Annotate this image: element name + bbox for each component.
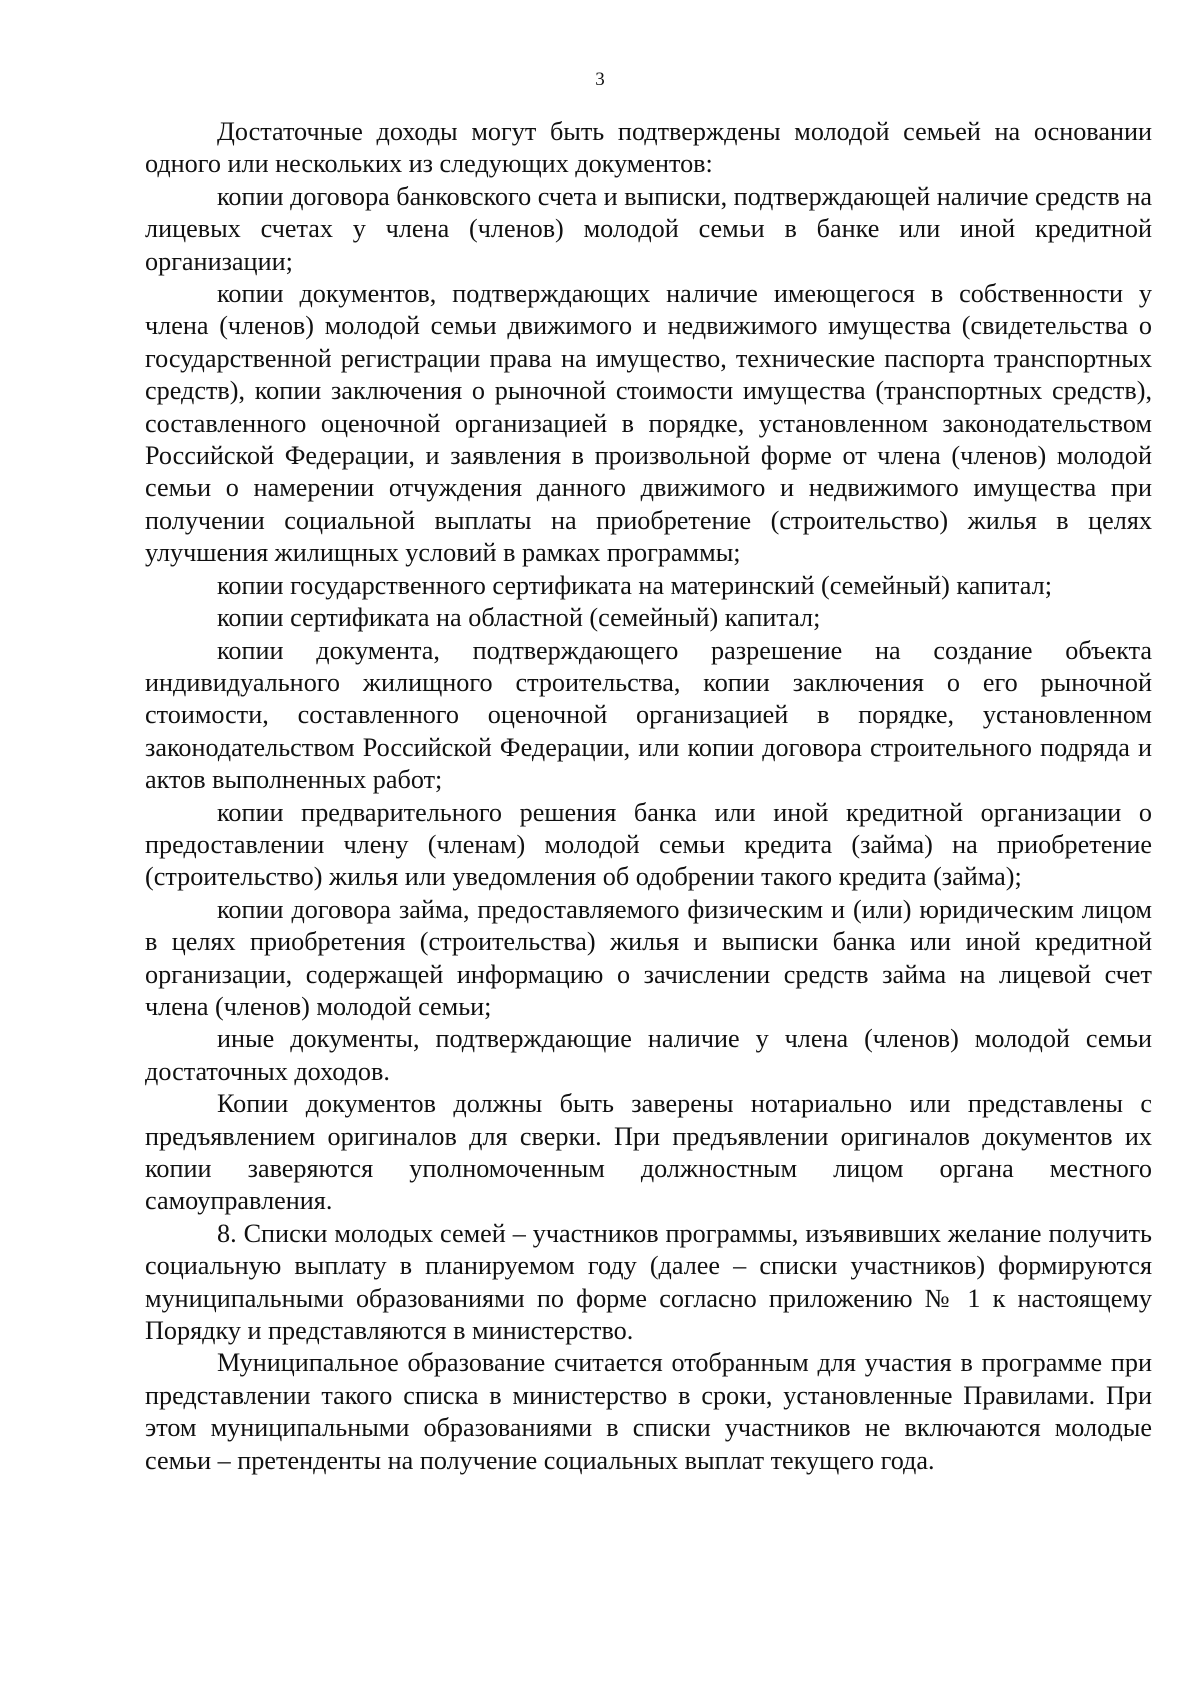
paragraph-sufficient-income: Достаточные доходы могут быть подтверждены молодой семьей на основании одного или нескольких из следующих документов:	[145, 117, 1152, 179]
paragraph-construction-permit: копии документа, подтверждающего разрешение на создание объекта индивидуального жилищного строительства, копии заключения о его рыночной стоимости, составленного оценочной организацией в порядке, установленном законодательством Российской Федерации, или копии договора строительного подряда и актов выполненных работ;	[145, 635, 1152, 795]
paragraph-section-8: 8. Списки молодых семей – участников программы, изъявивших желание получить социальную выплату в планируемом году (далее – списки участников) формируются муниципальными образованиями по форме согласно приложению № 1 к настоящему Порядку и представляются в министерство.	[145, 1218, 1152, 1346]
page-number: 3	[595, 69, 605, 90]
paragraph-regional-capital: копии сертификата на областной (семейный) капитал;	[217, 603, 821, 633]
paragraph-certification: Копии документов должны быть заверены нотариально или представлены с предъявлением оригиналов для сверки. При предъявлении оригиналов документов их копии заверяются уполномоченным должностным лицом органа местного самоуправления.	[145, 1089, 1152, 1216]
paragraph-loan-agreement: копии договора займа, предоставляемого физическим и (или) юридическим лицом в целях приобретения (строительства) жилья и выписки банка или иной кредитной организации, содержащей информацию о зачислении средств займа на лицевой счет члена (членов) молодой семьи;	[145, 894, 1152, 1021]
paragraph-maternity-capital: копии государственного сертификата на материнский (семейный) капитал;	[217, 570, 1053, 600]
document-body	[145, 116, 1152, 1477]
paragraph-municipal-selection: Муниципальное образование считается отобранным для участия в программе при представлении такого списка в министерство в сроки, установленные Правилами. При этом муниципальными образованиями в списки участников не включаются молодые семьи – претенденты на получение социальных выплат текущего года.	[145, 1348, 1152, 1475]
paragraph-property-documents: копии документов, подтверждающих наличие имеющегося в собственности у члена (членов) молодой семьи движимого и недвижимого имущества (свидетельства о государственной регистрации права на имущество, технические паспорта транспортных средств), копии заключения о рыночной стоимости имущества (транспортных средств), составленного оценочной организацией в порядке, установленном законодательством Российской Федерации, и заявления в произвольной форме от члена (членов) молодой семьи о намерении отчуждения данного движимого и недвижимого имущества при получении социальной выплаты на приобретение (строительство) жилья в целях улучшения жилищных условий в рамках программы;	[145, 279, 1152, 568]
paragraph-bank-decision: копии предварительного решения банка или иной кредитной организации о предоставлении члену (членам) молодой семьи кредита (займа) на приобретение (строительство) жилья или уведомления об одобрении такого кредита (займа);	[145, 797, 1152, 892]
paragraph-bank-account-copies: копии договора банковского счета и выписки, подтверждающей наличие средств на лицевых счетах у члена (членов) молодой семьи в банке или иной кредитной организации;	[145, 181, 1152, 276]
paragraph-other-documents: иные документы, подтверждающие наличие у члена (членов) молодой семьи достаточных доходов.	[145, 1024, 1152, 1086]
